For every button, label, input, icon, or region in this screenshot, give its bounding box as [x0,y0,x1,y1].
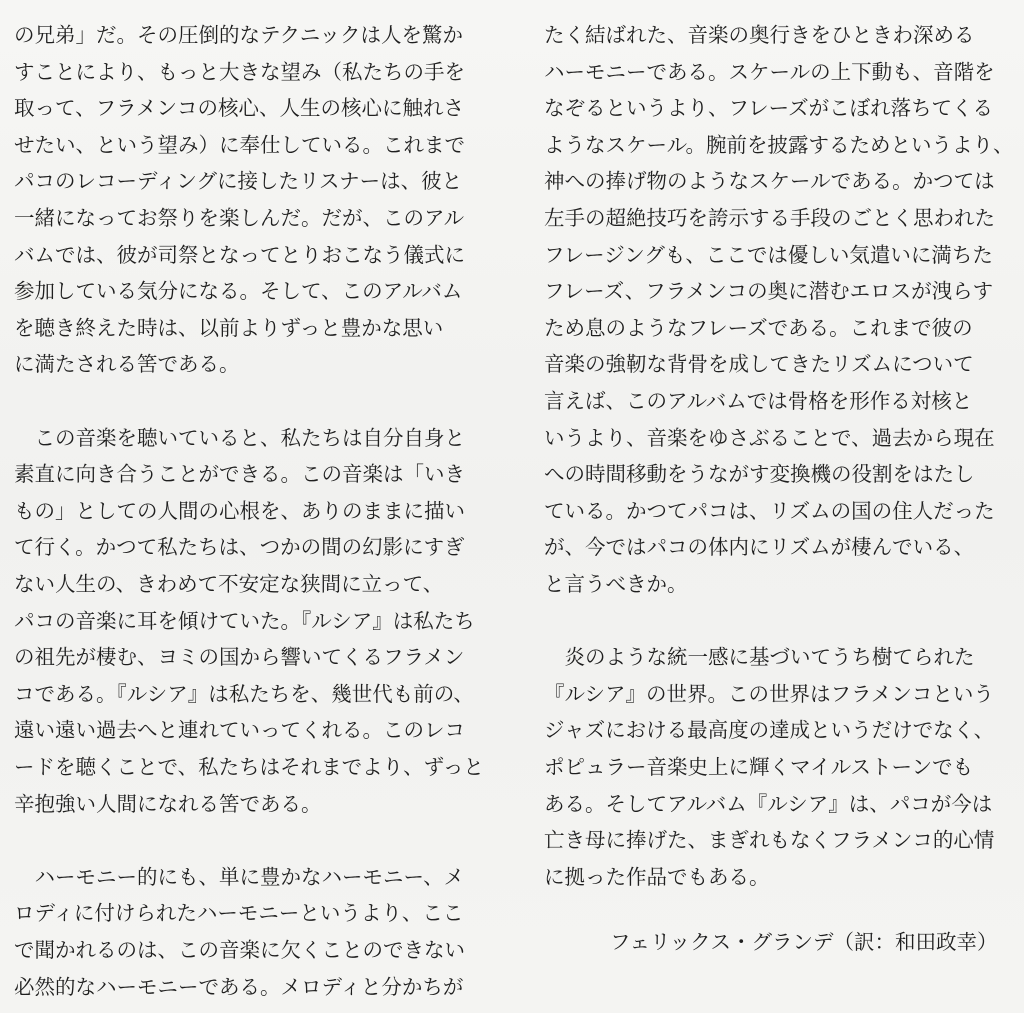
text-line: いうより、音楽をゆさぶることで、過去から現在 [544,425,995,450]
text-line: パコのレコーディングに接したリスナーは、彼と [14,169,463,194]
text-line: と言うべきか。 [544,572,688,596]
text-line: に満たされる筈である。 [14,352,240,377]
text-line: の祖先が棲む、ヨミの国から響いてくるフラメン [14,645,465,670]
text-line: フレーズ、フラメンコの奥に潜むエロスが洩らす [544,279,994,304]
text-line: ハーモニー的にも、単に豊かなハーモニー、メ [14,864,465,889]
text-line: 炎のような統一感に基づいてうち樹てられた [544,645,975,670]
text-line: ている。かつてパコは、リズムの国の住人だった [544,498,995,523]
text-line: ようなスケール。腕前を披露するためというより、 [544,132,1014,157]
text-line: 取って、フラメンコの核心、人生の核心に触れさ [14,96,464,121]
text-line: ポピュラー音楽史上に輝くマイルストーンでも [544,755,974,779]
text-line: 『ルシア』の世界。この世界はフラメンコという [544,681,994,706]
text-line: 左手の超絶技巧を誇示する手段のごとく思われた [544,206,995,230]
text-line: 素直に向き合うことができる。この音楽は「いき [14,462,465,487]
author-signature: フェリックス・グランデ（訳：和田政幸） [610,930,998,954]
text-line: 辛抱強い人間になれる筈である。 [14,791,322,816]
text-line: 音楽の強靭な背骨を成してきたリズムについて [544,352,974,377]
text-line: 亡き母に捧げた、まぎれもなくフラメンコ的心情 [544,828,995,853]
text-line: ある。そしてアルバム『ルシア』は、パコが今は [544,791,993,816]
text-line: すことにより、もっと大きな望み（私たちの手を [14,59,465,84]
text-line: で聞かれるのは、この音楽に欠くことのできない [14,938,465,962]
text-line: への時間移動をうながす変換機の役割をはたし [544,462,975,487]
text-line: 参加している気分になる。そして、このアルバム [14,279,463,304]
text-line: フレージングも、ここでは優しい気遣いに満ちた [544,242,993,267]
text-line: コである。『ルシア』は私たちを、幾世代も前の、 [14,681,474,706]
text-line: に拠った作品でもある。 [544,864,770,889]
text-line: て行く。かつて私たちは、つかの間の幻影にすぎ [14,535,465,560]
text-line: の兄弟」だ。その圧倒的なテクニックは人を驚か [14,23,463,47]
text-line: もの」としての人間の心根を、ありのままに描い [14,498,465,523]
text-line: ロディに付けられたハーモニーというより、ここ [14,901,464,926]
text-line: なぞるというより、フレーズがこぼれ落ちてくる [544,96,993,121]
text-line: 一緒になってお祭りを楽しんだ。だが、このアル [14,206,465,230]
text-line: たく結ばれた、音楽の奥行きをひときわ深める [544,23,975,47]
text-line: ハーモニーである。スケールの上下動も、音階を [544,59,995,84]
text-line: この音楽を聴いていると、私たちは自分自身と [14,425,465,450]
text-line: バムでは、彼が司祭となってとりおこなう儀式に [14,242,465,267]
text-line: 言えば、このアルバムでは骨格を形作る対核と [544,389,973,413]
text-line: パコの音楽に耳を傾けていた。『ルシア』は私たち [14,608,475,633]
text-line: ジャズにおける最高度の達成というだけでなく、 [544,718,995,743]
text-line: 遠い遠い過去へと連れていってくれる。このレコ [14,718,465,743]
text-line: 必然的なハーモニーである。メロディと分かちが [14,974,464,999]
text-line: が、今ではパコの体内にリズムが棲んでいる、 [544,535,975,560]
text-line: を聴き終えた時は、以前よりずっと豊かな思い [14,315,444,340]
text-line: ードを聴くことで、私たちはそれまでより、ずっと [14,755,484,779]
text-line: 神への捧げ物のようなスケールである。かつては [544,169,995,194]
text-line: ない人生の、きわめて不安定な狭間に立って、 [14,572,444,596]
text-line: ため息のようなフレーズである。これまで彼の [544,315,973,340]
text-line: せたい、という望み）に奉仕している。これまで [14,132,465,157]
